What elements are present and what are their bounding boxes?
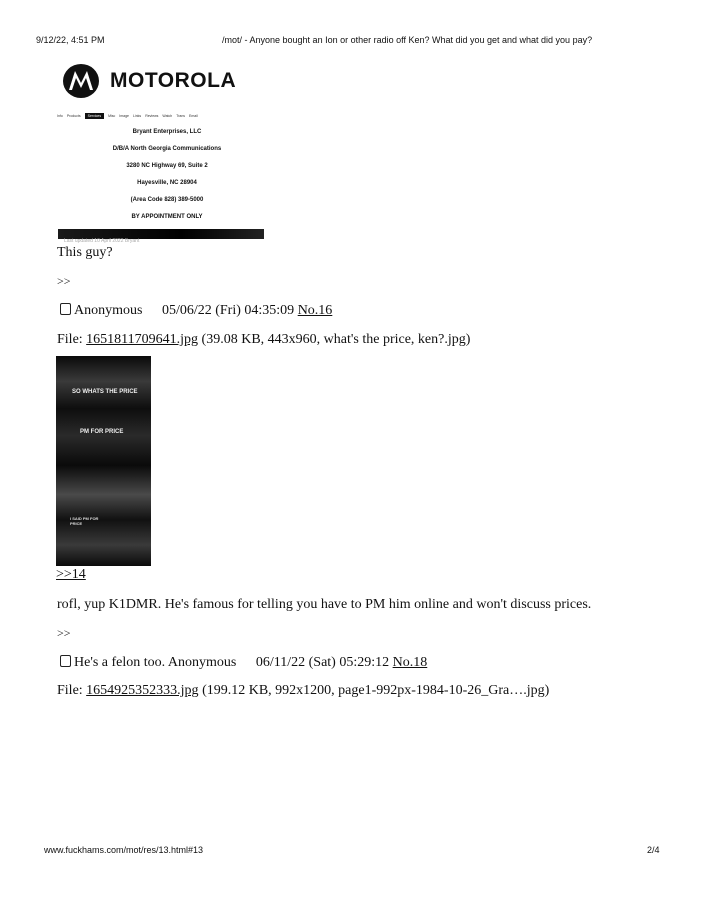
file-line bbox=[57, 332, 470, 348]
post-checkbox[interactable] bbox=[60, 303, 71, 315]
file-thumbnail[interactable] bbox=[56, 356, 151, 566]
ad-nav-bar bbox=[57, 113, 267, 119]
post-header bbox=[60, 655, 427, 671]
reply-marker: >> bbox=[57, 274, 71, 288]
reply-marker: >> bbox=[57, 626, 71, 640]
file-label: File: bbox=[57, 332, 83, 347]
post-datetime: 06/11/22 (Sat) 05:29:12 bbox=[255, 655, 390, 670]
ad-nav-item: Misc bbox=[108, 114, 116, 118]
ad-nav-item: Image bbox=[119, 114, 130, 118]
file-line bbox=[57, 683, 549, 699]
post-datetime: 05/06/22 (Fri) 04:35:09 bbox=[161, 303, 295, 318]
poster-name: Anonymous bbox=[74, 303, 143, 318]
file-label: File: bbox=[57, 683, 83, 698]
file-link[interactable]: 1651811709641.jpg bbox=[86, 332, 199, 347]
thumb-caption: I SAID PM FOR PRICE bbox=[70, 516, 99, 526]
ad-nav-item: Watch bbox=[162, 114, 173, 118]
business-info bbox=[52, 129, 282, 231]
quote-line bbox=[56, 567, 86, 583]
brand-wordmark: MOTOROLA bbox=[110, 69, 237, 92]
ad-nav-item: Trans bbox=[176, 114, 186, 118]
business-line: (Area Code 828) 389-5000 bbox=[130, 197, 204, 203]
ad-nav-item: Email bbox=[189, 114, 198, 118]
motorola-ad-image bbox=[57, 63, 272, 248]
print-page-title: /mot/ - Anyone bought an Ion or other radio off Ken? What did you get and what did you pay? bbox=[222, 35, 593, 45]
print-url: www.fuckhams.com/mot/res/13.html#13 bbox=[44, 845, 204, 855]
quote-link[interactable]: >>14 bbox=[56, 567, 86, 582]
business-line: Bryant Enterprises, LLC bbox=[132, 129, 202, 135]
post-subject: He's a felon too. bbox=[74, 655, 166, 670]
thumb-caption: SO WHATS THE PRICE bbox=[72, 389, 138, 395]
business-line: BY APPOINTMENT ONLY bbox=[131, 214, 203, 220]
post-header bbox=[60, 303, 332, 319]
motorola-logo-icon bbox=[62, 63, 102, 99]
business-line: Hayesville, NC 28904 bbox=[137, 180, 197, 186]
business-line: D/B/A North Georgia Communications bbox=[112, 146, 222, 152]
ad-nav-item: Products bbox=[66, 114, 81, 118]
print-page-number: 2/4 bbox=[647, 845, 660, 855]
print-date: 9/12/22, 4:51 PM bbox=[36, 35, 105, 45]
business-line: 3280 NC Highway 69, Suite 2 bbox=[126, 163, 208, 169]
file-info: (39.08 KB, 443x960, what's the price, ken?.jpg) bbox=[201, 332, 471, 347]
post-checkbox[interactable] bbox=[60, 655, 71, 667]
post-text: This guy? bbox=[57, 245, 113, 260]
thumb-caption: PM FOR PRICE bbox=[80, 429, 124, 435]
ad-footer-bar bbox=[58, 229, 264, 244]
post-number-link[interactable]: No.18 bbox=[392, 655, 428, 670]
file-info: (199.12 KB, 992x1200, page1-992px-1984-10-26_Gra….jpg) bbox=[202, 683, 550, 698]
post-number-link[interactable]: No.16 bbox=[297, 303, 333, 318]
ad-nav-item: Reviews bbox=[145, 114, 159, 118]
ad-footer-text: Last updated 10 April 2022 Bryant bbox=[64, 238, 140, 244]
ad-nav-item: Links bbox=[133, 114, 142, 118]
file-link[interactable]: 1654925352333.jpg bbox=[86, 683, 199, 698]
ad-nav-item: Info bbox=[57, 114, 63, 118]
poster-name: Anonymous bbox=[167, 655, 237, 670]
ad-nav-item: Services bbox=[85, 113, 104, 119]
post-text: rofl, yup K1DMR. He's famous for telling you have to PM him online and won't discuss prices. bbox=[57, 597, 592, 612]
